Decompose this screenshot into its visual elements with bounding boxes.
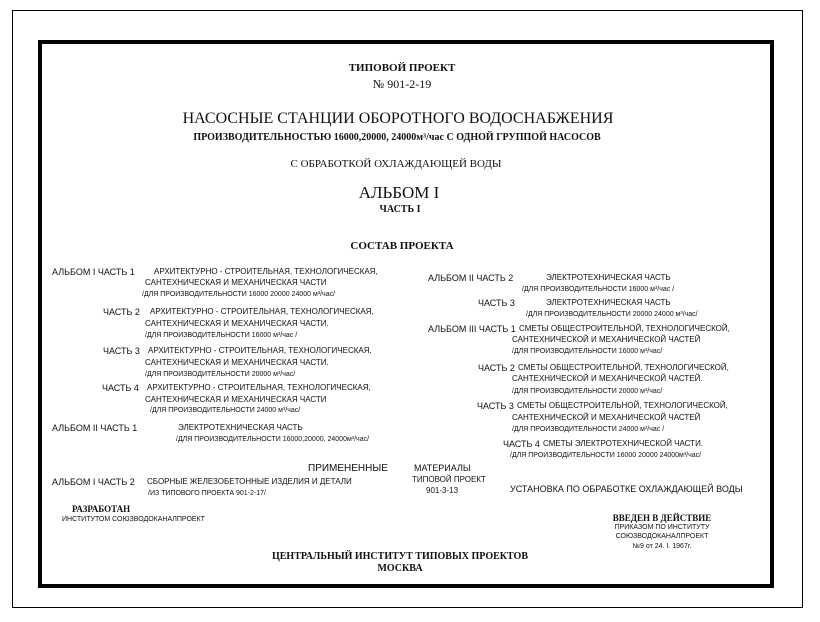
right-item-line: /ДЛЯ ПРОИЗВОДИТЕЛЬНОСТИ 16000 20000 24000м³/час/ xyxy=(510,452,702,459)
left-item-line: ЭЛЕКТРОТЕХНИЧЕСКАЯ ЧАСТЬ xyxy=(178,423,303,432)
album-title: АЛЬБОМ I xyxy=(358,183,440,202)
right-item-line: ЭЛЕКТРОТЕХНИЧЕСКАЯ ЧАСТЬ xyxy=(546,298,671,307)
left-item-line: САНТЕХНИЧЕСКАЯ И МЕХАНИЧЕСКАЯ ЧАСТИ. xyxy=(145,358,329,367)
applied-project-label: ТИПОВОЙ ПРОЕКТ xyxy=(412,475,486,484)
right-item-line: ЭЛЕКТРОТЕХНИЧЕСКАЯ ЧАСТЬ xyxy=(546,273,671,282)
left-item-line: /ДЛЯ ПРОИЗВОДИТЕЛЬНОСТИ 16000 20000 24000 м³/час/ xyxy=(142,291,336,298)
part-title: ЧАСТЬ I xyxy=(379,204,421,215)
productivity-line: ПРОИЗВОДИТЕЛЬНОСТЬЮ 16000,20000, 24000м³/час С ОДНОЙ ГРУППОЙ НАСОСОВ xyxy=(193,132,601,143)
right-item-line: СМЕТЫ ОБЩЕСТРОИТЕЛЬНОЙ, ТЕХНОЛОГИЧЕСКОЙ, xyxy=(517,401,728,410)
left-item-line: АРХИТЕКТУРНО - СТРОИТЕЛЬНАЯ, ТЕХНОЛОГИЧЕСКАЯ, xyxy=(147,383,371,392)
right-item-label: АЛЬБОМ III ЧАСТЬ 1 xyxy=(428,324,516,334)
right-item-line: СМЕТЫ ОБЩЕСТРОИТЕЛЬНОЙ, ТЕХНОЛОГИЧЕСКОЙ, xyxy=(519,324,730,333)
left-item-line: /ДЛЯ ПРОИЗВОДИТЕЛЬНОСТИ 16000 м³/час / xyxy=(145,332,298,339)
right-item-label: АЛЬБОМ II ЧАСТЬ 2 xyxy=(428,273,514,283)
project-number: № 901-2-19 xyxy=(372,77,432,91)
right-item-line: САНТЕХНИЧЕСКОЙ И МЕХАНИЧЕСКОЙ ЧАСТЕЙ xyxy=(512,413,701,422)
right-item-line: СМЕТЫ ЭЛЕКТРОТЕХНИЧЕСКОЙ ЧАСТИ. xyxy=(543,439,704,448)
project-type: ТИПОВОЙ ПРОЕКТ xyxy=(348,62,456,74)
left-item-line: /ДЛЯ ПРОИЗВОДИТЕЛЬНОСТИ 24000 м³/час/ xyxy=(150,407,301,414)
left-item-line: АРХИТЕКТУРНО - СТРОИТЕЛЬНАЯ, ТЕХНОЛОГИЧЕСКАЯ, xyxy=(148,346,372,355)
left-item-label: АЛЬБОМ I ЧАСТЬ 1 xyxy=(52,267,135,277)
right-item-label: ЧАСТЬ 2 xyxy=(478,363,515,373)
left-item-line: САНТЕХНИЧЕСКАЯ И МЕХАНИЧЕСКАЯ ЧАСТИ xyxy=(145,278,327,287)
enacted-line: №9 от 24. I. 1967г. xyxy=(632,543,692,550)
applied-heading-right: МАТЕРИАЛЫ xyxy=(414,463,471,473)
left-item-label: ЧАСТЬ 4 xyxy=(102,383,139,393)
institute-name: ЦЕНТРАЛЬНЫЙ ИНСТИТУТ ТИПОВЫХ ПРОЕКТОВ xyxy=(271,551,529,562)
composition-heading: СОСТАВ ПРОЕКТА xyxy=(350,240,454,252)
enacted-line: СОЮЗВОДОКАНАЛПРОЕКТ xyxy=(615,533,709,540)
left-item-line: САНТЕХНИЧЕСКАЯ И МЕХАНИЧЕСКАЯ ЧАСТИ. xyxy=(145,319,329,328)
left-item-line: САНТЕХНИЧЕСКАЯ И МЕХАНИЧЕСКАЯ ЧАСТИ xyxy=(145,395,327,404)
city-name: МОСКВА xyxy=(377,563,423,574)
left-item-line: /ДЛЯ ПРОИЗВОДИТЕЛЬНОСТИ 20000 м³/час/ xyxy=(145,371,296,378)
right-item-label: ЧАСТЬ 3 xyxy=(478,298,515,308)
applied-item-label: АЛЬБОМ I ЧАСТЬ 2 xyxy=(52,477,135,487)
applied-item-line: СБОРНЫЕ ЖЕЛЕЗОБЕТОННЫЕ ИЗДЕЛИЯ И ДЕТАЛИ xyxy=(147,477,352,486)
right-item-line: СМЕТЫ ОБЩЕСТРОИТЕЛЬНОЙ, ТЕХНОЛОГИЧЕСКОЙ, xyxy=(518,363,729,372)
right-item-line: /ДЛЯ ПРОИЗВОДИТЕЛЬНОСТИ 16000 м³/час/ xyxy=(512,348,663,355)
left-item-label: ЧАСТЬ 2 xyxy=(103,307,140,317)
enacted-title: ВВЕДЕН В ДЕЙСТВИЕ xyxy=(612,513,712,523)
left-item-line: АРХИТЕКТУРНО - СТРОИТЕЛЬНАЯ, ТЕХНОЛОГИЧЕСКАЯ, xyxy=(154,267,378,276)
left-item-line: АРХИТЕКТУРНО - СТРОИТЕЛЬНАЯ, ТЕХНОЛОГИЧЕСКАЯ, xyxy=(150,307,374,316)
applied-item-line: /ИЗ ТИПОВОГО ПРОЕКТА 901-2-17/ xyxy=(148,490,266,497)
left-item-label: ЧАСТЬ 3 xyxy=(103,346,140,356)
left-item-label: АЛЬБОМ II ЧАСТЬ 1 xyxy=(52,423,138,433)
right-item-line: САНТЕХНИЧЕСКОЙ И МЕХАНИЧЕСКОЙ ЧАСТЕЙ. xyxy=(512,374,703,383)
applied-project-number: 901-3-13 xyxy=(426,486,459,495)
right-item-line: /ДЛЯ ПРОИЗВОДИТЕЛЬНОСТИ 20000 24000 м³/час/ xyxy=(526,311,698,318)
right-item-label: ЧАСТЬ 3 xyxy=(477,401,514,411)
right-item-line: /ДЛЯ ПРОИЗВОДИТЕЛЬНОСТИ 24000 м³/час / xyxy=(512,426,665,433)
left-item-line: /ДЛЯ ПРОИЗВОДИТЕЛЬНОСТИ 16000,20000, 24000м³/час/ xyxy=(176,436,370,443)
cooling-line: С ОБРАБОТКОЙ ОХЛАЖДАЮЩЕЙ ВОДЫ xyxy=(290,158,502,170)
right-item-line: /ДЛЯ ПРОИЗВОДИТЕЛЬНОСТИ 16000 м³/час / xyxy=(522,286,675,293)
enacted-line: ПРИКАЗОМ ПО ИНСТИТУТУ xyxy=(614,524,710,531)
applied-description: УСТАНОВКА ПО ОБРАБОТКЕ ОХЛАЖДАЮЩЕЙ ВОДЫ xyxy=(510,484,743,494)
right-item-label: ЧАСТЬ 4 xyxy=(503,439,540,449)
developed-title: РАЗРАБОТАН xyxy=(72,504,131,514)
document-title: НАСОСНЫЕ СТАНЦИИ ОБОРОТНОГО ВОДОСНАБЖЕНИЯ xyxy=(182,110,614,127)
developed-by: ИНСТИТУТОМ СОЮЗВОДОКАНАЛПРОЕКТ xyxy=(62,516,205,523)
right-item-line: /ДЛЯ ПРОИЗВОДИТЕЛЬНОСТИ 20000 м³/час/ xyxy=(512,388,663,395)
applied-heading-left: ПРИМЕНЕННЫЕ xyxy=(308,463,388,474)
right-item-line: САНТЕХНИЧЕСКОЙ И МЕХАНИЧЕСКОЙ ЧАСТЕЙ xyxy=(512,335,701,344)
